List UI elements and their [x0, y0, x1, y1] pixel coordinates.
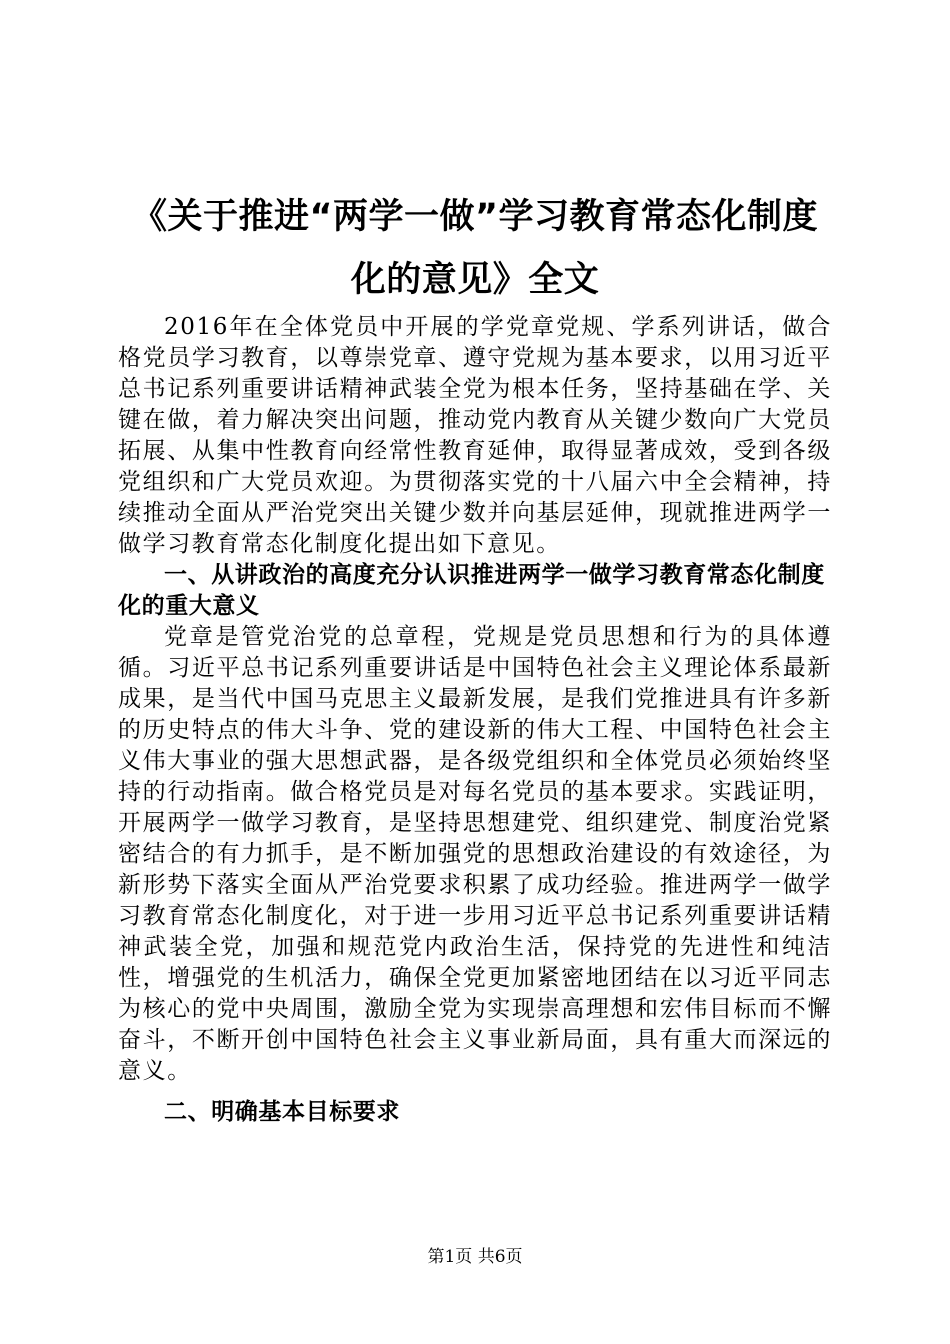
- page-number-footer: 第1页 共6页: [427, 1247, 523, 1267]
- section-heading-1: 一、从讲政治的高度充分认识推进两学一做学习教育常态化制度化的重大意义: [118, 562, 825, 619]
- document-title: 《关于推进“两学一做”学习教育常态化制度化的意见》全文: [131, 197, 818, 300]
- document-body: [118, 186, 832, 1128]
- intro-paragraph: 2016年在全体党员中开展的学党章党规、学系列讲话，做合格党员学习教育，以尊崇党章、遵守党规为基本要求，以用习近平总书记系列重要讲话精神武装全党为根本任务，坚持基础在学、关键在做，着力解决突出问题，推动党内教育从关键少数向广大党员拓展、从集中性教育向经常性教育延伸，取得显著成效，受到各级党组织和广大党员欢迎。为贯彻落实党的十八届六中全会精神，持续推动全面从严治党突出关键少数并向基层延伸，现就推进两学一做学习教育常态化制度化提出如下意见。: [118, 314, 832, 557]
- section-heading-2: 二、明确基本目标要求: [164, 1099, 400, 1125]
- section-1-paragraph: 党章是管党治党的总章程，党规是党员思想和行为的具体遵循。习近平总书记系列重要讲话是中国特色社会主义理论体系最新成果，是当代中国马克思主义最新发展，是我们党推进具有许多新的历史特点的伟大斗争、党的建设新的伟大工程、中国特色社会主义伟大事业的强大思想武器，是各级党组织和全体党员必须始终坚持的行动指南。做合格党员是对每名党员的基本要求。实践证明，开展两学一做学习教育，是坚持思想建党、组织建党、制度治党紧密结合的有力抓手，是不断加强党的思想政治建设的有效途径，为新形势下落实全面从严治党要求积累了成功经验。推进两学一做学习教育常态化制度化，对于进一步用习近平总书记系列重要讲话精神武装全党，加强和规范党内政治生活，保持党的先进性和纯洁性，增强党的生机活力，确保全党更加紧密地团结在以习近平同志为核心的党中央周围，激励全党为实现崇高理想和宏伟目标而不懈奋斗，不断开创中国特色社会主义事业新局面，具有重大而深远的意义。: [118, 624, 832, 1084]
